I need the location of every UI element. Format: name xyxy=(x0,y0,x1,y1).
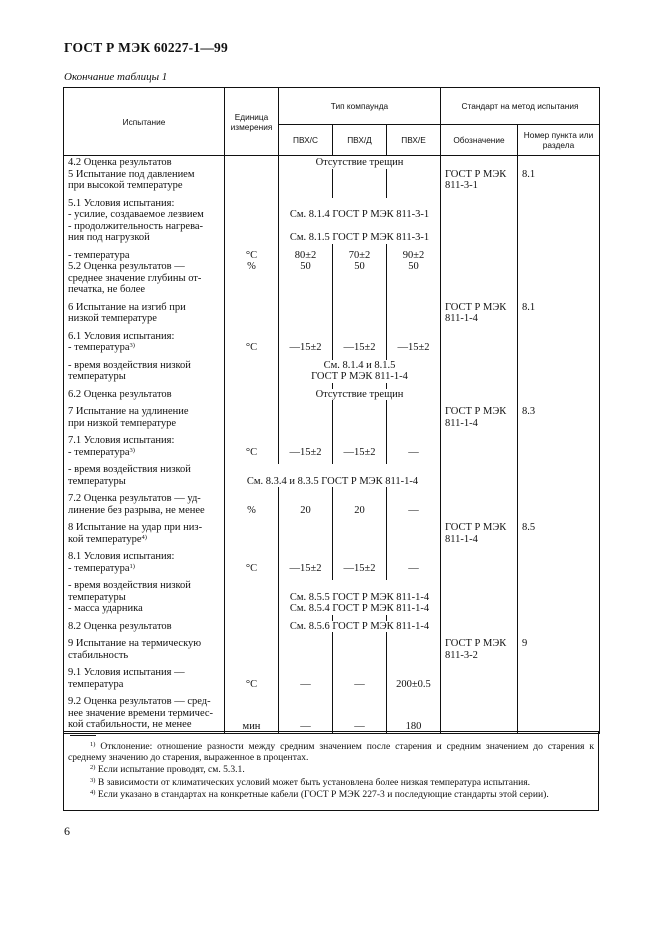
table-row: 8.2 Оценка результатов См. 8.5.6 ГОСТ Р МЭК 811-1-4 xyxy=(64,621,600,633)
table-row: - масса ударника См. 8.5.4 ГОСТ Р МЭК 811-1-4 xyxy=(64,603,600,615)
footnote-2: $^{2)}$ Если испытание проводят, см. 5.3.1. xyxy=(90,764,245,775)
header-standard: Стандарт на метод испытания xyxy=(441,88,600,125)
document-title: ГОСТ Р МЭК 60227-1—99 xyxy=(64,40,228,55)
header-designation: Обозначение xyxy=(441,125,518,156)
table-row: 5 Испытание под давлением при высокой температуре ГОСТ Р МЭК 811-3-1 8.1 xyxy=(64,169,600,192)
table-row: 7.2 Оценка результатов — уд- линение без разрыва, не менее % 20 20 — xyxy=(64,493,600,516)
header-test: Испытание xyxy=(64,88,225,156)
table-row: - время воздействия низкой температуры См. 8.5.5 ГОСТ Р МЭК 811-1-4 xyxy=(64,580,600,603)
header-clause: Номер пункта или раздела xyxy=(518,125,600,156)
page-number: 6 xyxy=(64,824,70,838)
table-row: 9.2 Оценка результатов — сред- нее значение времени термичес- кой стабильности, не менее мин — — 180 xyxy=(64,696,600,733)
footnote-divider xyxy=(70,735,96,736)
header-pvc-e: ПВХ/Е xyxy=(387,125,441,156)
footnote-3: $^{3)}$ В зависимости от климатических условий может быть установлена более низкая температура испытания. xyxy=(90,776,531,788)
table-row: - температура °С 80±2 70±2 90±2 xyxy=(64,250,600,262)
table-row: 4.2 Оценка результатов Отсутствие трещин xyxy=(64,156,600,169)
table-row: 5.1 Условия испытания: - усилие, создаваемое лезвием См. 8.1.4 ГОСТ Р МЭК 811-3-1 xyxy=(64,198,600,221)
table-row: 6 Испытание на изгиб при низкой температуре ГОСТ Р МЭК 811-1-4 8.1 xyxy=(64,302,600,325)
header-compound-type: Тип компаунда xyxy=(279,88,441,125)
table-row: 8 Испытание на удар при низ- кой температуре$^{4)}$ ГОСТ Р МЭК 811-1-4 8.5 xyxy=(64,522,600,545)
header-unit: Единица измерения xyxy=(225,88,279,156)
table-row: - время воздействия низкой температуры См. 8.3.4 и 8.3.5 ГОСТ Р МЭК 811-1-4 xyxy=(64,464,600,487)
table-caption: Окончание таблицы 1 xyxy=(64,71,168,83)
header-pvc-d: ПВХ/Д xyxy=(333,125,387,156)
table-row: - продолжительность нагрева- ния под нагрузкой См. 8.1.5 ГОСТ Р МЭК 811-3-1 xyxy=(64,221,600,244)
table-row: 7.1 Условия испытания: - температура$^{3)}$ °С —15±2 —15±2 — xyxy=(64,435,600,458)
table-row: 9.1 Условия испытания — температура °С — — 200±0.5 xyxy=(64,667,600,690)
header-pvc-c: ПВХ/С xyxy=(279,125,333,156)
test-requirements-table xyxy=(63,87,600,734)
table-row: 8.1 Условия испытания: - температура$^{1)}$ °С —15±2 —15±2 — xyxy=(64,551,600,574)
footnotes-box xyxy=(63,731,599,811)
table-row: 5.2 Оценка результатов — среднее значение глубины от- печатка, не более % 50 50 50 xyxy=(64,261,600,296)
table-row: - время воздействия низкой температуры См. 8.1.4 и 8.1.5 ГОСТ Р МЭК 811-1-4 xyxy=(64,360,600,383)
footnote-4: $^{4)}$ Если указано в стандартах на конкретные кабели (ГОСТ Р МЭК 227-3 и последующие стандарты этой серии). xyxy=(90,789,549,800)
table-row: 6.1 Условия испытания: - температура$^{3)}$ °С —15±2 —15±2 —15±2 xyxy=(64,331,600,354)
footnote-1: $^{1)}$ Отклонение: отношение разности между средним значением после старения и средним значением до старения к среднему значению до старения, выраженное в процентах. xyxy=(68,741,594,763)
table-row: 7 Испытание на удлинение при низкой температуре ГОСТ Р МЭК 811-1-4 8.3 xyxy=(64,406,600,429)
table-row: 6.2 Оценка результатов Отсутствие трещин xyxy=(64,389,600,401)
table-row: 9 Испытание на термическую стабильность ГОСТ Р МЭК 811-3-2 9 xyxy=(64,638,600,661)
